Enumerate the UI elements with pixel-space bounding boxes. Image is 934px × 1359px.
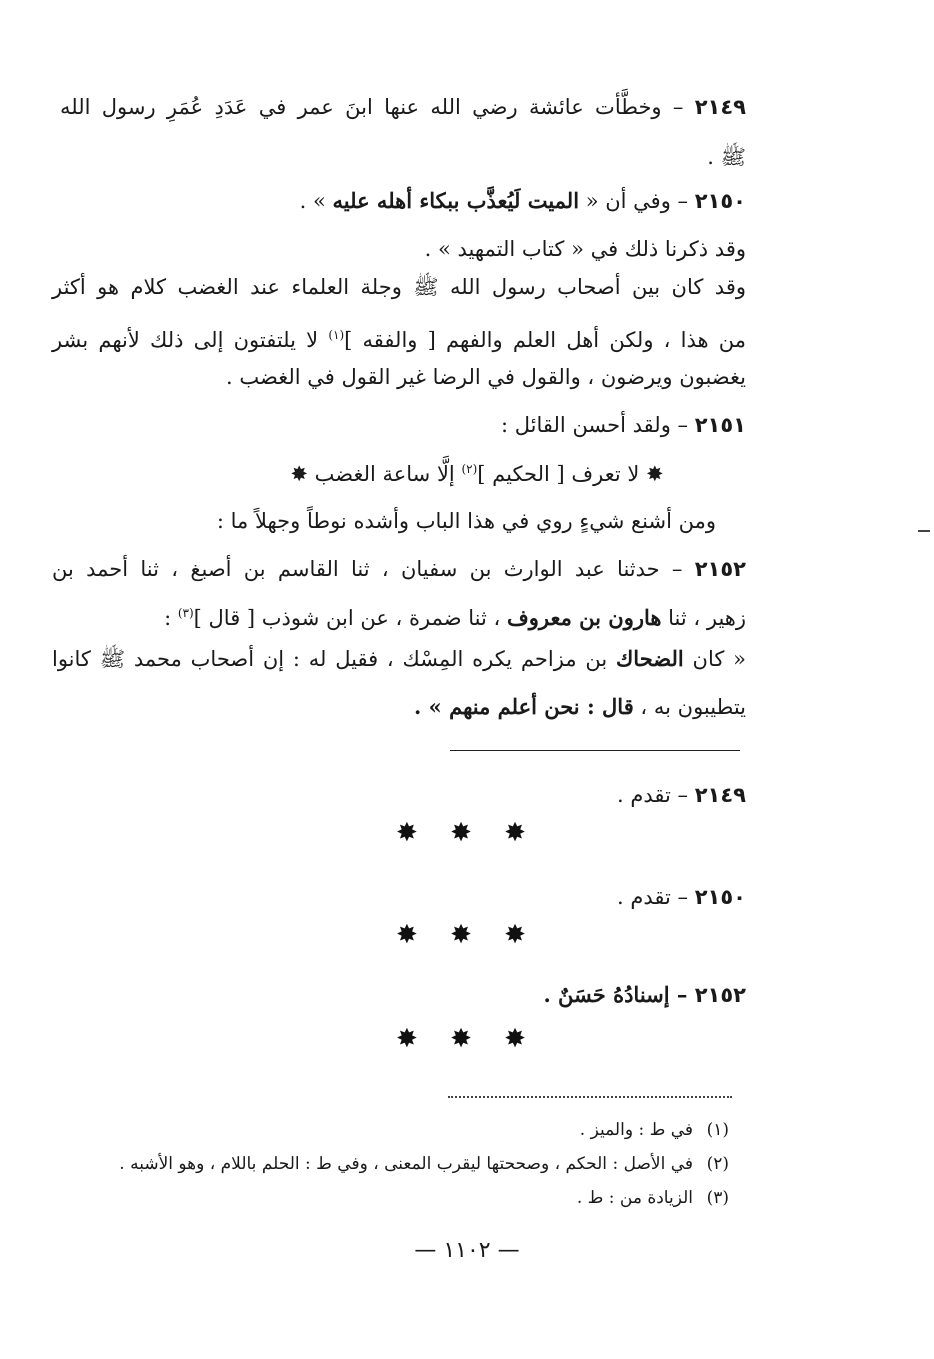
commentary-2152 — [52, 978, 746, 1012]
quote-line2 — [52, 690, 746, 724]
footnote-1 — [580, 1118, 729, 1142]
paragraph-line: وقد كان بين أصحاب رسول الله ﷺ وجلة العلماء عند الغضب كلام هو أكثر — [52, 275, 746, 299]
text-span: « كان — [683, 647, 746, 671]
verse-line — [0, 452, 934, 491]
salutation-text: ﷺ . — [707, 145, 746, 169]
star-separator: ✸ ✸ ✸ — [396, 818, 538, 848]
commentary-text: – تقدم . — [617, 783, 689, 807]
intro-line: ومن أشنع شيءٍ روي في هذا الباب وأشده نوطاً وجهلاً ما : — [216, 509, 716, 533]
narrator-name: هارون بن معروف — [506, 605, 662, 630]
text-span: لا يلتفتون إلى ذلك لأنهم بشر — [52, 328, 329, 352]
text-span: ، ثنا ضمرة ، عن ابن شوذب [ قال ] — [193, 606, 507, 630]
footnote-separator — [448, 1096, 732, 1098]
paragraph-line — [52, 318, 746, 357]
footnote-number: (١) — [706, 1120, 729, 1140]
paragraph-2149-line1 — [60, 90, 746, 124]
text-span: زهير ، ثنا — [661, 606, 746, 630]
narrator-name: الضحاك — [616, 646, 684, 671]
footnote-number: (٣) — [706, 1188, 729, 1208]
paragraph-line: يغضبون ويرضون ، والقول في الرضا غير القول في الغضب . — [226, 365, 746, 389]
section-divider — [450, 750, 740, 751]
text-span: من هذا ، ولكن أهل العلم والفهم [ والفقه ] — [344, 328, 746, 352]
footnote-text: الزيادة من : ط . — [576, 1188, 693, 1208]
commentary-2149 — [52, 778, 746, 812]
hadith-phrase: الميت لَيُعذَّب ببكاء أهله عليه — [332, 188, 580, 213]
footnote-ref: (٣) — [177, 606, 194, 620]
entry-number: ٢١٥١ — [694, 413, 746, 437]
footnote-ref: (١) — [328, 328, 345, 342]
commentary-2150 — [52, 880, 746, 914]
text-span: : — [164, 606, 178, 630]
entry-text: – وخطَّأت عائشة رضي الله عنها ابنَ عمر في عَدَدِ عُمَرِ رسول الله — [60, 95, 684, 119]
commentary-text: – إسنادُهُ حَسَنٌ . — [543, 982, 695, 1007]
star-separator: ✸ ✸ ✸ — [396, 920, 538, 950]
entry-text: – وفي أن « — [579, 189, 689, 213]
margin-mark — [918, 530, 930, 532]
footnote-number: (٢) — [706, 1154, 729, 1174]
verse-text: ✸ لا تعرف [ الحكيم ] — [477, 462, 664, 486]
entry-number: ٢١٥٢ — [694, 983, 746, 1007]
entry-number: ٢١٥٠ — [694, 189, 746, 213]
verse-text: إلَّا ساعة الغضب ✸ — [290, 462, 462, 486]
reference-line: وقد ذكرنا ذلك في « كتاب التمهيد » . — [424, 237, 746, 261]
commentary-text: – تقدم . — [617, 885, 689, 909]
entry-text: – حدثنا عبد الوارث بن سفيان ، ثنا القاسم بن أصبغ ، ثنا أحمد بن — [52, 557, 683, 581]
entry-number: ٢١٤٩ — [694, 95, 746, 119]
entry-number: ٢١٥٢ — [694, 557, 746, 581]
entry-number: ٢١٤٩ — [694, 783, 746, 807]
paragraph-2152-line1 — [52, 552, 746, 586]
text-span-bold: قال : — [586, 694, 634, 719]
text-span: بن مزاحم يكره المِسْك ، فقيل له : إن أصحاب محمد ﷺ كانوا — [52, 647, 616, 671]
footnote-ref: (٢) — [461, 462, 478, 476]
footnote-3 — [577, 1186, 729, 1210]
quote-line1 — [52, 642, 746, 676]
entry-text-end: » . — [299, 189, 333, 213]
paragraph-2150 — [52, 184, 746, 218]
star-separator: ✸ ✸ ✸ — [396, 1024, 538, 1054]
footnote-2 — [119, 1152, 729, 1176]
paragraph-2149-line2 — [60, 140, 746, 174]
page-number: — ١١٠٢ — — [414, 1238, 520, 1263]
footnote-text: في ط : والميز . — [579, 1120, 693, 1140]
paragraph-2152-line2 — [52, 596, 746, 635]
text-span: يتطيبون به ، — [633, 695, 746, 719]
text-span-bold: نحن أعلم منهم » . — [414, 694, 587, 719]
footnote-text: في الأصل : الحكم ، وصححتها ليقرب المعنى ، وفي ط : الحلم باللام ، وهو الأشبه . — [119, 1154, 693, 1174]
paragraph-2151 — [52, 408, 746, 442]
entry-number: ٢١٥٠ — [694, 885, 746, 909]
entry-text: – ولقد أحسن القائل : — [501, 413, 689, 437]
